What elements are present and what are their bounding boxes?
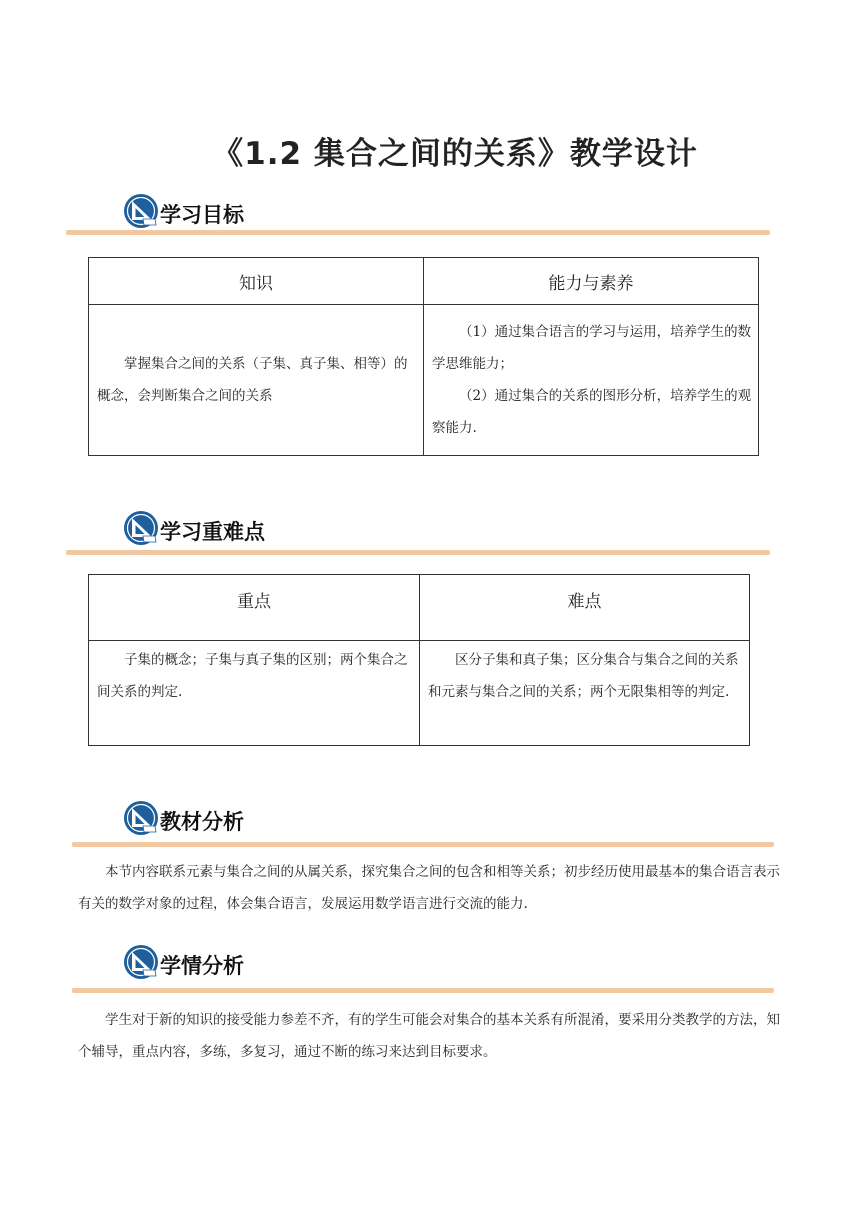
section-students-title: 学情分析	[160, 954, 244, 978]
set-square-icon	[123, 193, 159, 229]
goals-ability-cell	[424, 305, 759, 456]
goals-header-knowledge: 知识	[89, 258, 424, 305]
key-points-header-key: 重点	[89, 575, 420, 641]
section-key-points-divider	[66, 550, 770, 555]
set-square-icon	[123, 944, 159, 980]
key-points-key-text: 子集的概念；子集与真子集的区别；两个集合之间关系的判定.	[97, 652, 408, 700]
goals-knowledge-cell	[89, 305, 424, 456]
page-title: 《1.2 集合之间的关系》教学设计	[212, 136, 698, 172]
key-points-table	[88, 574, 750, 746]
goals-ability-item: （2）通过集合的关系的图形分析，培养学生的观察能力.	[432, 388, 752, 436]
section-goals-title: 学习目标	[160, 203, 244, 227]
goals-knowledge-text: 掌握集合之间的关系（子集、真子集、相等）的概念，会判断集合之间的关系	[97, 356, 408, 404]
goals-ability-item: （1）通过集合语言的学习与运用，培养学生的数学思维能力；	[432, 324, 752, 372]
section-key-points-title: 学习重难点	[160, 520, 265, 544]
set-square-icon	[123, 510, 159, 546]
section-students-divider	[72, 988, 774, 993]
key-points-header-difficult: 难点	[420, 575, 750, 641]
textbook-analysis-text: 本节内容联系元素与集合之间的从属关系，探究集合之间的包含和相等关系；初步经历使用最基本的集合语言表示有关的数学对象的过程，体会集合语言，发展运用数学语言进行交流的能力.	[78, 864, 780, 912]
section-goals-divider	[66, 230, 770, 235]
key-points-difficult-cell	[420, 641, 750, 746]
key-points-difficult-text: 区分子集和真子集；区分集合与集合之间的关系和元素与集合之间的关系；两个无限集相等的判定.	[428, 652, 739, 700]
section-textbook-divider	[72, 842, 774, 847]
key-points-key-cell	[89, 641, 420, 746]
goals-table	[88, 257, 759, 456]
section-textbook-title: 教材分析	[160, 810, 244, 834]
student-analysis-text: 学生对于新的知识的接受能力参差不齐，有的学生可能会对集合的基本关系有所混淆，要采用分类教学的方法，知个辅导，重点内容，多练，多复习，通过不断的练习来达到目标要求。	[78, 1012, 780, 1060]
set-square-icon	[123, 800, 159, 836]
goals-header-ability: 能力与素养	[424, 258, 759, 305]
